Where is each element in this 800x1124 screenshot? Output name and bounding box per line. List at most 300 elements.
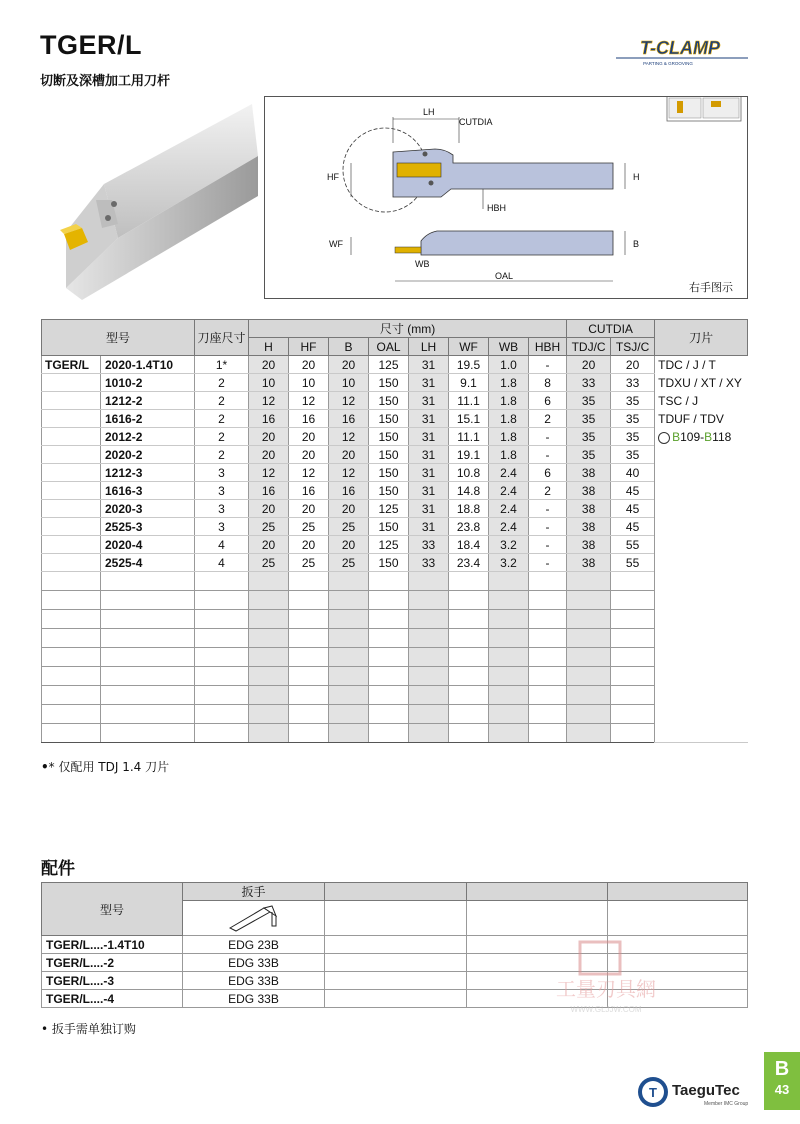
value-cell: [611, 648, 655, 667]
section-letter: B: [774, 1058, 790, 1080]
value-cell: 18.8: [449, 500, 489, 518]
blank-row: [42, 705, 748, 724]
seat-cell: 3: [195, 482, 249, 500]
ref-letter-a: B: [672, 430, 681, 444]
accessory-wrench: EDG 33B: [183, 954, 325, 972]
seat-cell: [195, 629, 249, 648]
page-subtitle: 切断及深槽加工用刀杆: [40, 74, 171, 89]
blank-row: [42, 591, 748, 610]
table-row: [42, 446, 748, 464]
seat-cell: 3: [195, 500, 249, 518]
model-cell: 2525-3: [101, 518, 195, 536]
header-col: WF: [449, 338, 489, 356]
model-cell: [101, 610, 195, 629]
value-cell: 35: [567, 428, 611, 446]
blank-row: [42, 667, 748, 686]
model-cell: 2020-2: [101, 446, 195, 464]
value-cell: 16: [289, 410, 329, 428]
value-cell: 20: [249, 446, 289, 464]
value-cell: [289, 724, 329, 743]
value-cell: 45: [611, 482, 655, 500]
table-row: [42, 536, 748, 554]
value-cell: [329, 572, 369, 591]
value-cell: [289, 648, 329, 667]
header-seat: 刀座尺寸: [195, 320, 249, 356]
value-cell: 20: [329, 536, 369, 554]
label-cutdia: CUTDIA: [459, 117, 493, 127]
value-cell: 23.8: [449, 518, 489, 536]
label-oal: OAL: [495, 271, 514, 281]
value-cell: 38: [567, 518, 611, 536]
model-cell: 2525-4: [101, 554, 195, 572]
value-cell: 12: [329, 392, 369, 410]
value-cell: 11.1: [449, 392, 489, 410]
header-insert: 刀片: [655, 320, 748, 356]
brand-name: T-CLAMP: [640, 38, 720, 58]
value-cell: [449, 648, 489, 667]
value-cell: [409, 572, 449, 591]
accessory-model: TGER/L....-2: [42, 954, 183, 972]
value-cell: 3.2: [489, 536, 529, 554]
value-cell: 25: [289, 518, 329, 536]
value-cell: 16: [289, 482, 329, 500]
brand-tagline: PARTING & GROOVING: [643, 61, 693, 66]
value-cell: [409, 610, 449, 629]
value-cell: [329, 667, 369, 686]
value-cell: [249, 648, 289, 667]
value-cell: [529, 610, 567, 629]
value-cell: [567, 667, 611, 686]
value-cell: [329, 705, 369, 724]
series-cell: TGER/L: [42, 356, 101, 374]
value-cell: 10: [329, 374, 369, 392]
value-cell: [489, 591, 529, 610]
header-col: TSJ/C: [611, 338, 655, 356]
value-cell: 31: [409, 428, 449, 446]
blank-row: [42, 648, 748, 667]
value-cell: 125: [369, 536, 409, 554]
model-cell: [101, 648, 195, 667]
seat-cell: [195, 686, 249, 705]
footnote-text: * 仅配用 TDJ 1.4 刀片: [48, 760, 170, 774]
value-cell: 150: [369, 482, 409, 500]
table-row: [42, 356, 748, 374]
value-cell: 16: [249, 410, 289, 428]
value-cell: [409, 705, 449, 724]
value-cell: [611, 591, 655, 610]
value-cell: 20: [329, 500, 369, 518]
value-cell: [449, 686, 489, 705]
header-col: OAL: [369, 338, 409, 356]
value-cell: 31: [409, 410, 449, 428]
header-col: HF: [289, 338, 329, 356]
model-cell: [101, 629, 195, 648]
value-cell: 31: [409, 446, 449, 464]
value-cell: 150: [369, 518, 409, 536]
value-cell: 11.1: [449, 428, 489, 446]
value-cell: [611, 686, 655, 705]
value-cell: 35: [611, 392, 655, 410]
value-cell: 31: [409, 374, 449, 392]
value-cell: 20: [249, 428, 289, 446]
value-cell: 1.8: [489, 446, 529, 464]
value-cell: 35: [567, 410, 611, 428]
model-cell: [101, 705, 195, 724]
value-cell: [289, 705, 329, 724]
value-cell: 1.8: [489, 374, 529, 392]
value-cell: [529, 686, 567, 705]
series-cell: [42, 464, 101, 482]
model-cell: 1212-3: [101, 464, 195, 482]
value-cell: [611, 667, 655, 686]
value-cell: 2: [529, 410, 567, 428]
taegutec-logo: [636, 1074, 748, 1110]
value-cell: [289, 572, 329, 591]
value-cell: [289, 610, 329, 629]
blank-row: [42, 629, 748, 648]
value-cell: 38: [567, 500, 611, 518]
header-cutdia: CUTDIA: [567, 320, 655, 338]
value-cell: 150: [369, 446, 409, 464]
label-hf: HF: [327, 172, 339, 182]
value-cell: [449, 629, 489, 648]
label-wb: WB: [415, 259, 430, 269]
value-cell: [329, 686, 369, 705]
value-cell: [289, 686, 329, 705]
hex-wrench-icon: [224, 902, 284, 932]
accessories-note-text: 扳手需单独订购: [51, 1022, 136, 1036]
value-cell: [567, 629, 611, 648]
header-col: TDJ/C: [567, 338, 611, 356]
value-cell: 35: [567, 392, 611, 410]
value-cell: [369, 648, 409, 667]
value-cell: 20: [249, 356, 289, 374]
value-cell: [369, 572, 409, 591]
label-b: B: [633, 239, 640, 249]
table-row: [42, 374, 748, 392]
value-cell: 31: [409, 482, 449, 500]
value-cell: 45: [611, 518, 655, 536]
table-row: [42, 428, 748, 446]
section-tab: [764, 1052, 800, 1110]
value-cell: [567, 705, 611, 724]
value-cell: 33: [409, 554, 449, 572]
model-cell: 1616-2: [101, 410, 195, 428]
value-cell: [369, 667, 409, 686]
value-cell: [611, 724, 655, 743]
value-cell: 16: [249, 482, 289, 500]
value-cell: [249, 572, 289, 591]
value-cell: 1.8: [489, 392, 529, 410]
value-cell: 25: [249, 518, 289, 536]
value-cell: 2.4: [489, 518, 529, 536]
model-cell: [101, 724, 195, 743]
model-cell: 2020-4: [101, 536, 195, 554]
insert-item: TDUF / TDV: [658, 412, 724, 426]
value-cell: 20: [289, 356, 329, 374]
wrench-icon-cell: [183, 901, 325, 936]
watermark: [536, 940, 676, 1020]
value-cell: 150: [369, 428, 409, 446]
value-cell: 31: [409, 500, 449, 518]
value-cell: [529, 648, 567, 667]
seat-cell: 2: [195, 374, 249, 392]
ref-num-b: 118: [712, 430, 732, 444]
label-h: H: [633, 172, 640, 182]
value-cell: -: [529, 446, 567, 464]
dimension-drawing: [264, 96, 748, 299]
value-cell: 18.4: [449, 536, 489, 554]
blank-row: [42, 686, 748, 705]
value-cell: [611, 610, 655, 629]
value-cell: 2.4: [489, 500, 529, 518]
value-cell: [249, 610, 289, 629]
value-cell: 2: [529, 482, 567, 500]
value-cell: -: [529, 500, 567, 518]
accessory-model: TGER/L....-3: [42, 972, 183, 990]
acc-header-wrench: 扳手: [183, 883, 325, 901]
model-cell: [101, 572, 195, 591]
value-cell: 20: [249, 500, 289, 518]
value-cell: 125: [369, 356, 409, 374]
magnifier-icon: [658, 432, 670, 444]
model-cell: [101, 686, 195, 705]
value-cell: [369, 610, 409, 629]
seat-cell: 4: [195, 554, 249, 572]
header-col: WB: [489, 338, 529, 356]
seat-cell: [195, 648, 249, 667]
blank-row: [42, 572, 748, 591]
value-cell: 3.2: [489, 554, 529, 572]
watermark-url: WWW.GLJJW.COM: [570, 1005, 642, 1014]
value-cell: [329, 724, 369, 743]
logo-name: TaeguTec: [672, 1082, 740, 1099]
value-cell: [611, 629, 655, 648]
value-cell: 2.4: [489, 482, 529, 500]
seat-cell: [195, 705, 249, 724]
series-cell: [42, 374, 101, 392]
accessory-wrench: EDG 23B: [183, 936, 325, 954]
value-cell: -: [529, 356, 567, 374]
value-cell: 33: [611, 374, 655, 392]
value-cell: [329, 591, 369, 610]
value-cell: [489, 686, 529, 705]
value-cell: 12: [289, 392, 329, 410]
value-cell: 31: [409, 356, 449, 374]
value-cell: [489, 724, 529, 743]
value-cell: 25: [289, 554, 329, 572]
value-cell: [567, 610, 611, 629]
value-cell: 20: [249, 536, 289, 554]
value-cell: 12: [289, 464, 329, 482]
value-cell: [489, 648, 529, 667]
value-cell: 20: [329, 446, 369, 464]
value-cell: [611, 572, 655, 591]
spec-table: [41, 319, 748, 743]
value-cell: -: [529, 536, 567, 554]
series-cell: [42, 591, 101, 610]
value-cell: 19.1: [449, 446, 489, 464]
seat-cell: 3: [195, 464, 249, 482]
label-lh: LH: [423, 107, 435, 117]
header-col: H: [249, 338, 289, 356]
label-wf: WF: [329, 239, 343, 249]
watermark-text: 工量刃具網: [556, 977, 656, 1001]
value-cell: -: [529, 428, 567, 446]
model-cell: [101, 591, 195, 610]
model-cell: 2020-1.4T10: [101, 356, 195, 374]
insert-item: TDC / J / T: [658, 358, 716, 372]
value-cell: [409, 686, 449, 705]
value-cell: [369, 686, 409, 705]
table-row: [42, 518, 748, 536]
value-cell: 1.8: [489, 428, 529, 446]
value-cell: 150: [369, 464, 409, 482]
seat-cell: [195, 610, 249, 629]
seat-cell: 2: [195, 428, 249, 446]
value-cell: 1.8: [489, 410, 529, 428]
value-cell: 150: [369, 554, 409, 572]
value-cell: [369, 591, 409, 610]
value-cell: [489, 572, 529, 591]
insert-item: TDXU / XT / XY: [658, 376, 742, 390]
value-cell: [489, 610, 529, 629]
accessory-wrench: EDG 33B: [183, 990, 325, 1008]
table-row: [42, 500, 748, 518]
value-cell: 12: [249, 464, 289, 482]
series-cell: [42, 686, 101, 705]
page-title: TGER/L: [40, 30, 142, 60]
value-cell: [449, 572, 489, 591]
value-cell: [567, 724, 611, 743]
value-cell: 14.8: [449, 482, 489, 500]
value-cell: [489, 629, 529, 648]
insert-item: TSC / J: [658, 394, 699, 408]
value-cell: 25: [329, 554, 369, 572]
value-cell: 125: [369, 500, 409, 518]
t-clamp-logo: [608, 34, 753, 68]
diagram-caption: 右手图示: [689, 282, 733, 294]
value-cell: [329, 629, 369, 648]
value-cell: [409, 629, 449, 648]
header-dimensions: 尺寸 (mm): [249, 320, 567, 338]
value-cell: [567, 591, 611, 610]
page-number: 43: [774, 1082, 790, 1097]
value-cell: 33: [409, 536, 449, 554]
insert-list: [655, 356, 748, 743]
value-cell: 35: [611, 446, 655, 464]
seat-cell: 2: [195, 446, 249, 464]
value-cell: [529, 591, 567, 610]
series-cell: [42, 554, 101, 572]
value-cell: 16: [329, 482, 369, 500]
value-cell: 31: [409, 464, 449, 482]
value-cell: 16: [329, 410, 369, 428]
value-cell: [249, 686, 289, 705]
value-cell: 25: [249, 554, 289, 572]
value-cell: [409, 648, 449, 667]
seat-cell: [195, 724, 249, 743]
value-cell: 20: [289, 500, 329, 518]
model-cell: 1212-2: [101, 392, 195, 410]
label-hbh: HBH: [487, 203, 507, 213]
ref-num-a: 109-: [680, 430, 705, 444]
value-cell: -: [529, 518, 567, 536]
series-cell: [42, 392, 101, 410]
value-cell: [529, 667, 567, 686]
table-row: [42, 392, 748, 410]
value-cell: [409, 667, 449, 686]
value-cell: 12: [329, 464, 369, 482]
value-cell: [409, 724, 449, 743]
header-model: 型号: [42, 320, 195, 356]
value-cell: 55: [611, 536, 655, 554]
seat-cell: [195, 572, 249, 591]
series-cell: [42, 667, 101, 686]
value-cell: [449, 705, 489, 724]
seat-cell: 1*: [195, 356, 249, 374]
series-cell: [42, 536, 101, 554]
value-cell: [249, 629, 289, 648]
value-cell: [567, 648, 611, 667]
value-cell: [329, 648, 369, 667]
model-cell: 1616-3: [101, 482, 195, 500]
value-cell: [369, 705, 409, 724]
value-cell: 150: [369, 410, 409, 428]
series-cell: [42, 518, 101, 536]
value-cell: [289, 591, 329, 610]
series-cell: [42, 572, 101, 591]
footnote: •* 仅配用 TDJ 1.4 刀片: [41, 760, 170, 774]
series-cell: [42, 648, 101, 667]
value-cell: [489, 667, 529, 686]
value-cell: 20: [567, 356, 611, 374]
value-cell: [289, 667, 329, 686]
table-row: [42, 464, 748, 482]
value-cell: 20: [611, 356, 655, 374]
series-cell: [42, 500, 101, 518]
value-cell: 20: [329, 356, 369, 374]
value-cell: [249, 591, 289, 610]
value-cell: [529, 724, 567, 743]
value-cell: 38: [567, 482, 611, 500]
accessories-title: 配件: [41, 859, 75, 879]
value-cell: [529, 572, 567, 591]
value-cell: [449, 667, 489, 686]
value-cell: [611, 705, 655, 724]
value-cell: [369, 724, 409, 743]
acc-header-model: 型号: [42, 883, 183, 936]
seat-cell: 2: [195, 392, 249, 410]
value-cell: [249, 724, 289, 743]
value-cell: [567, 572, 611, 591]
series-cell: [42, 724, 101, 743]
value-cell: 38: [567, 464, 611, 482]
logo-tag: Member IMC Group: [704, 1101, 748, 1107]
value-cell: 23.4: [449, 554, 489, 572]
value-cell: [369, 629, 409, 648]
value-cell: [529, 705, 567, 724]
value-cell: 12: [249, 392, 289, 410]
value-cell: [567, 686, 611, 705]
value-cell: [529, 629, 567, 648]
value-cell: 20: [289, 446, 329, 464]
table-row: [42, 482, 748, 500]
model-cell: [101, 667, 195, 686]
series-cell: [42, 446, 101, 464]
value-cell: 35: [567, 446, 611, 464]
value-cell: [329, 610, 369, 629]
